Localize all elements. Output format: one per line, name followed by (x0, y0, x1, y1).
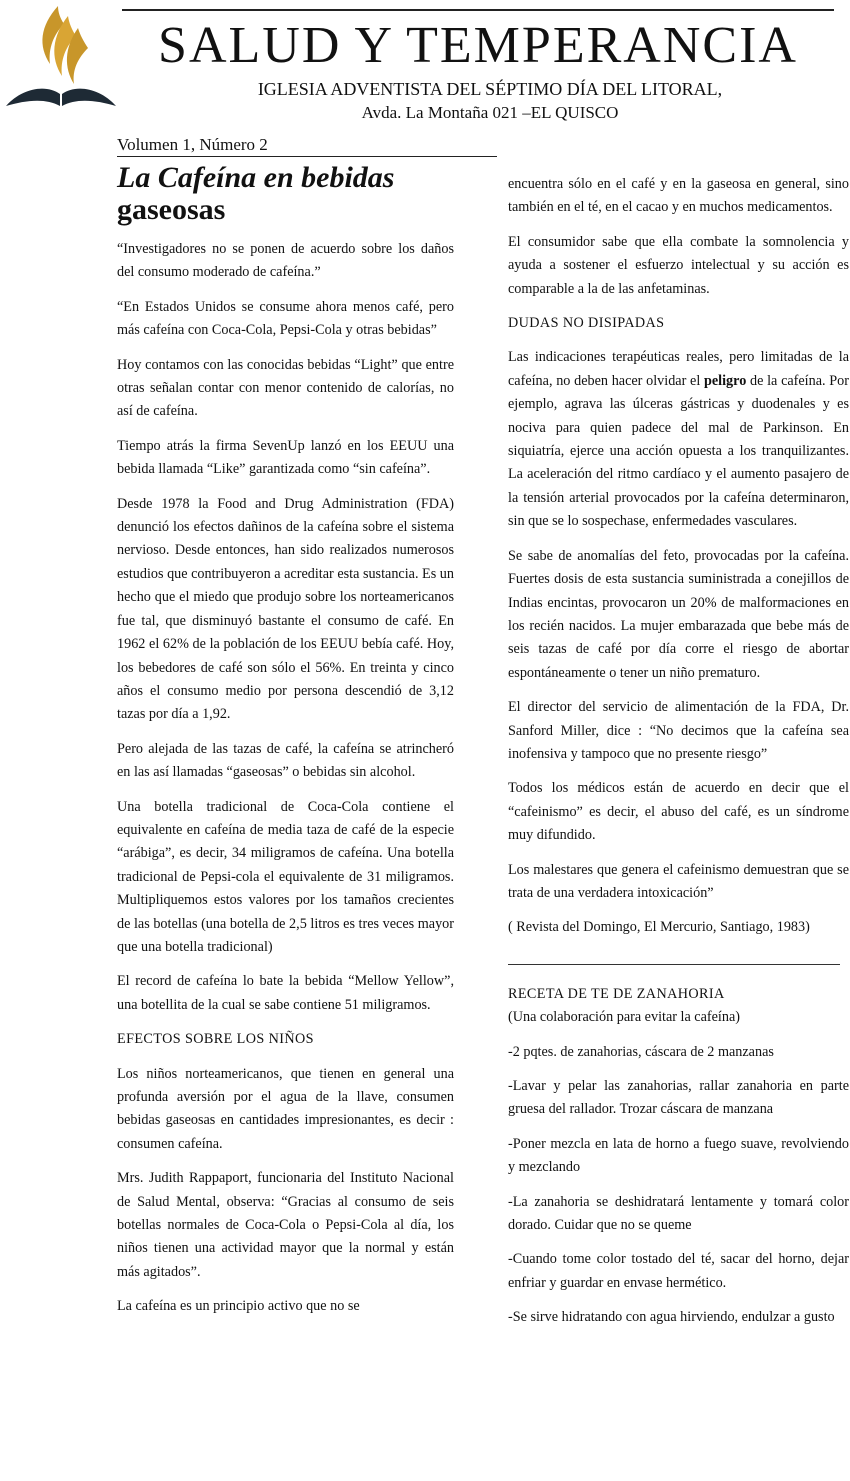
recipe-step: -Cuando tome color tostado del té, sacar del horno, dejar enfriar y guardar en envase hermético. (508, 1251, 849, 1291)
masthead-top-rule (122, 9, 834, 11)
article-paragraph (508, 346, 849, 533)
article-paragraph: Hoy contamos con las conocidas bebidas “Light” que entre otras señalan contar con menor contenido de calorías, no así de cafeína. (117, 356, 454, 420)
recipe-subheading: (Una colaboración para evitar la cafeína) (508, 1009, 740, 1026)
section-heading-doubts: DUDAS NO DISIPADAS (508, 315, 665, 332)
flame-bible-logo-icon (2, 2, 120, 112)
article-paragraph: Tiempo atrás la firma SevenUp lanzó en los EEUU una bebida llamada “Like” garantizada como “sin cafeína”. (117, 437, 454, 478)
text-run: de la cafeína. Por ejemplo, agrava las úlceras gástricas y duodenales y es nociva para quien padece del mal de Parkinson. En siquiatría, ejerce una acción opuesta a los tranquilizantes. La aceleración del ritmo cardíaco y el aumento pasajero de la tensión arterial provocados por la cafeína determinaron, sin que se lo sospechase, enfermedades vasculares. (508, 372, 849, 530)
article-paragraph: encuentra sólo en el café y en la gaseosa en general, sino también en el té, en el cacao y en muchos medicamentos. (508, 176, 849, 216)
article-paragraph: “Investigadores no se ponen de acuerdo sobre los daños del consumo moderado de cafeína.” (117, 241, 454, 281)
article-paragraph: Desde 1978 la Food and Drug Administration (FDA) denunció los efectos dañinos de la cafeína sobre el sistema nervioso. Desde entonces, han sido realizados numerosos estudios que contribuyeron a acreditar esta sustancia. Es un hecho que el miedo que produjo sobre los norteamericanos fue tal, que disminuyó bastante el consumo de café. En 1962 el 62% de la población de los EEUU bebía café. Hoy, los bebedores de café son sólo el 56%. En treinta y cinco años el consumo medio por persona descendió de 3,12 tazas por día a 1,92. (117, 495, 454, 723)
article-title (117, 162, 454, 226)
emphasis-peligro: peligro (703, 372, 747, 389)
article-paragraph: Una botella tradicional de Coca-Cola contiene el equivalente en cafeína de media taza de café de la especie “arábiga”, es decir, 34 miligramos de cafeína. Una botella tradicional de Pepsi-cola el equivalente de 31 miligramos. Multipliquemos estos valores por los tamaños crecientes de las botellas (una botella de 2,5 litros es tres veces mayor que una botella tradicional) (117, 798, 454, 955)
article-title-line1: La Cafeína en bebidas (117, 161, 395, 194)
recipe-step: -Lavar y pelar las zanahorias, rallar zanahoria en parte gruesa del rallador. Trozar cáscara de manzana (508, 1078, 849, 1118)
church-address: Avda. La Montaña 021 –EL QUISCO (361, 103, 619, 122)
article-source: ( Revista del Domingo, El Mercurio, Santiago, 1983) (508, 919, 810, 936)
left-column (117, 162, 454, 1330)
article-paragraph: “En Estados Unidos se consume ahora menos café, pero más cafeína con Coca-Cola, Pepsi-Cola y otras bebidas” (117, 298, 454, 339)
article-paragraph: El record de cafeína lo bate la bebida “Mellow Yellow”, una botellita de la cual se sabe contiene 51 miligramos. (117, 973, 454, 1013)
section-separator (508, 964, 840, 965)
article-paragraph: Se sabe de anomalías del feto, provocadas por la cafeína. Fuertes dosis de esta sustancia suministrada a conejillos de Indias encintas, provocaron un 20% de malformaciones en los recién nacidos. La mujer embarazada que bebe más de seis tazas de café por día corre el riesgo de abortar espontáneamente o tener un niño prematuro. (508, 547, 849, 681)
recipe-heading: RECETA DE TE DE ZANAHORIA (508, 985, 725, 1002)
text-run: Las indicaciones terapéuticas reales, pero limitadas de la cafeína, no deben hacer olvidar el (508, 349, 849, 389)
article-paragraph: Pero alejada de las tazas de café, la cafeína se atrincheró en las así llamadas “gaseosas” o bebidas sin alcohol. (117, 740, 454, 781)
church-name: IGLESIA ADVENTISTA DEL SÉPTIMO DÍA DEL LITORAL, (257, 79, 723, 99)
article-paragraph: El consumidor sabe que ella combate la somnolencia y ayuda a sostener el esfuerzo intelectual y su acción es comparable a la de las anfetaminas. (508, 233, 849, 297)
article-paragraph: Todos los médicos están de acuerdo en decir que el “cafeinismo” es decir, el abuso del café, es un síndrome muy difundido. (508, 780, 849, 844)
article-title-line2: gaseosas (117, 193, 226, 226)
volume-number: Volumen 1, Número 2 (117, 135, 268, 154)
right-column (508, 173, 849, 1341)
section-heading-children: EFECTOS SOBRE LOS NIÑOS (117, 1031, 314, 1048)
article-paragraph: Mrs. Judith Rappaport, funcionaria del Instituto Nacional de Salud Mental, observa: “Gracias al consumo de seis botellas normales de Coca-Cola o Pepsi-Cola al día, los niños tienen una actividad mayor que la normal y están más agitados”. (117, 1170, 454, 1280)
recipe-step: -Se sirve hidratando con agua hirviendo, endulzar a gusto (508, 1309, 835, 1326)
masthead-title: SALUD Y TEMPERANCIA (158, 17, 798, 74)
volume-rule (117, 156, 497, 157)
article-paragraph: La cafeína es un principio activo que no se (117, 1298, 360, 1315)
recipe-step: -2 pqtes. de zanahorias, cáscara de 2 manzanas (508, 1043, 774, 1060)
article-paragraph: Los niños norteamericanos, que tienen en general una profunda aversión por el agua de la llave, consumen bebidas gaseosas en cantidades impresionantes, es decir : consumen cafeína. (117, 1065, 454, 1152)
church-logo (2, 2, 120, 112)
recipe-step: -La zanahoria se deshidratará lentamente y tomará color dorado. Cuidar que no se queme (508, 1193, 849, 1234)
article-paragraph: El director del servicio de alimentación de la FDA, Dr. Sanford Miller, dice : “No decimos que la cafeína sea inofensiva y tampoco que no presente riesgo” (508, 699, 849, 762)
recipe-step: -Poner mezcla en lata de horno a fuego suave, revolviendo y mezclando (508, 1135, 849, 1176)
article-paragraph: Los malestares que genera el cafeinismo demuestran que se trata de una verdadera intoxicación” (508, 861, 849, 901)
